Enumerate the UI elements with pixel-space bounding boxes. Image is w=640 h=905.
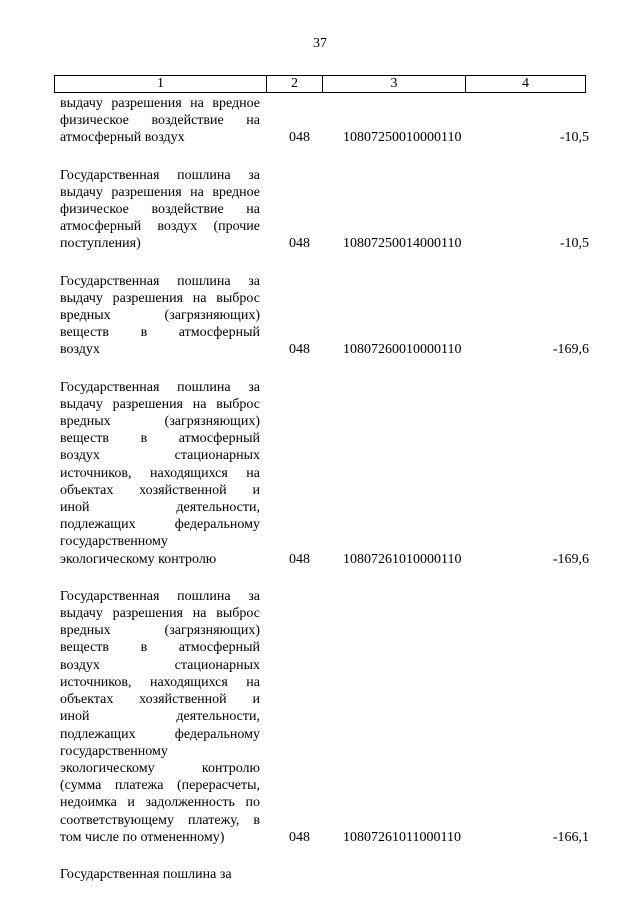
description-line: источников, находящихся на: [60, 465, 260, 481]
description-line: вредных (загрязняющих): [60, 414, 260, 430]
column-header-table: [54, 75, 586, 93]
admin-code-cell: 048: [289, 342, 310, 358]
amount-cell: -166,1: [552, 829, 589, 845]
description-line: веществ в атмосферный: [60, 640, 260, 656]
column-header-1: 1: [55, 76, 267, 93]
row-description: [60, 95, 260, 147]
kbk-code-cell: 10807250014000110: [343, 236, 462, 252]
description-line: поступления): [60, 236, 141, 252]
table-row: [60, 95, 590, 147]
column-header-2: 2: [267, 76, 323, 93]
table-row: [60, 588, 590, 846]
row-description: [60, 866, 260, 883]
description-line: физическое воздействие на: [60, 113, 260, 129]
admin-code-cell: 048: [289, 829, 310, 845]
description-line: объектах хозяйственной и: [60, 692, 260, 708]
description-line: вредных (загрязняющих): [60, 623, 260, 639]
kbk-code-cell: 10807260010000110: [343, 342, 462, 358]
description-line: том числе по отмененному): [60, 829, 225, 845]
description-line: Государственная пошлина за: [60, 167, 260, 183]
table-row: [60, 167, 590, 253]
description-line: выдачу разрешения на вредное: [60, 184, 260, 200]
description-line: подлежащих федеральному: [60, 517, 260, 533]
description-line: экологическому контролю: [60, 760, 260, 776]
description-line: выдачу разрешения на выброс: [60, 396, 260, 412]
amount-cell: -169,6: [552, 551, 589, 567]
description-line: подлежащих федеральному: [60, 726, 260, 742]
page-number: 37: [313, 36, 327, 51]
row-description: [60, 167, 260, 253]
row-description: [60, 379, 260, 568]
table-row: [60, 273, 590, 359]
description-line: физическое воздействие на: [60, 202, 260, 218]
description-line: иной деятельности,: [60, 709, 260, 725]
column-header-4: 4: [466, 76, 586, 93]
admin-code-cell: 048: [289, 236, 310, 252]
description-line: атмосферный воздух (прочие: [60, 219, 260, 235]
description-line: экологическому контролю: [60, 551, 217, 567]
row-description: [60, 588, 260, 846]
column-header-3: 3: [323, 76, 466, 93]
admin-code-cell: 048: [289, 551, 310, 567]
table-row: [60, 379, 590, 568]
row-description: [60, 273, 260, 359]
description-line: Государственная пошлина за: [60, 379, 260, 395]
amount-cell: -10,5: [559, 130, 589, 146]
description-line: государственному: [60, 534, 168, 550]
description-line: атмосферный воздух: [60, 130, 185, 146]
table-body: [60, 95, 590, 903]
kbk-code-cell: 10807261011000110: [343, 829, 461, 845]
kbk-code-cell: 10807250010000110: [343, 130, 462, 146]
description-line: выдачу разрешения на вредное: [60, 96, 260, 111]
description-line: выдачу разрешения на выброс: [60, 606, 260, 622]
description-line: объектах хозяйственной и: [60, 482, 260, 498]
description-line: иной деятельности,: [60, 500, 260, 516]
description-line: Государственная пошлина за: [60, 273, 260, 289]
kbk-code-cell: 10807261010000110: [343, 551, 462, 567]
description-line: соответствующему платежу, в: [60, 812, 260, 828]
admin-code-cell: 048: [289, 130, 310, 146]
description-line: источников, находящихся на: [60, 674, 260, 690]
description-line: веществ в атмосферный: [60, 431, 260, 447]
description-line: Государственная пошлина за: [60, 588, 260, 604]
column-header-row: [55, 76, 586, 93]
table-row: [60, 866, 590, 883]
description-line: недоимка и задолженность по: [60, 795, 260, 811]
description-line: веществ в атмосферный: [60, 325, 260, 341]
description-line: воздух: [60, 342, 100, 358]
description-line: (сумма платежа (перерасчеты,: [60, 778, 260, 794]
description-line: воздух стационарных: [60, 448, 260, 464]
description-line: выдачу разрешения на выброс: [60, 290, 260, 306]
description-line: воздух стационарных: [60, 657, 260, 673]
amount-cell: -10,5: [559, 236, 589, 252]
description-line: Государственная пошлина за: [60, 866, 232, 882]
description-line: государственному: [60, 743, 168, 759]
description-line: вредных (загрязняющих): [60, 308, 260, 324]
amount-cell: -169,6: [552, 342, 589, 358]
